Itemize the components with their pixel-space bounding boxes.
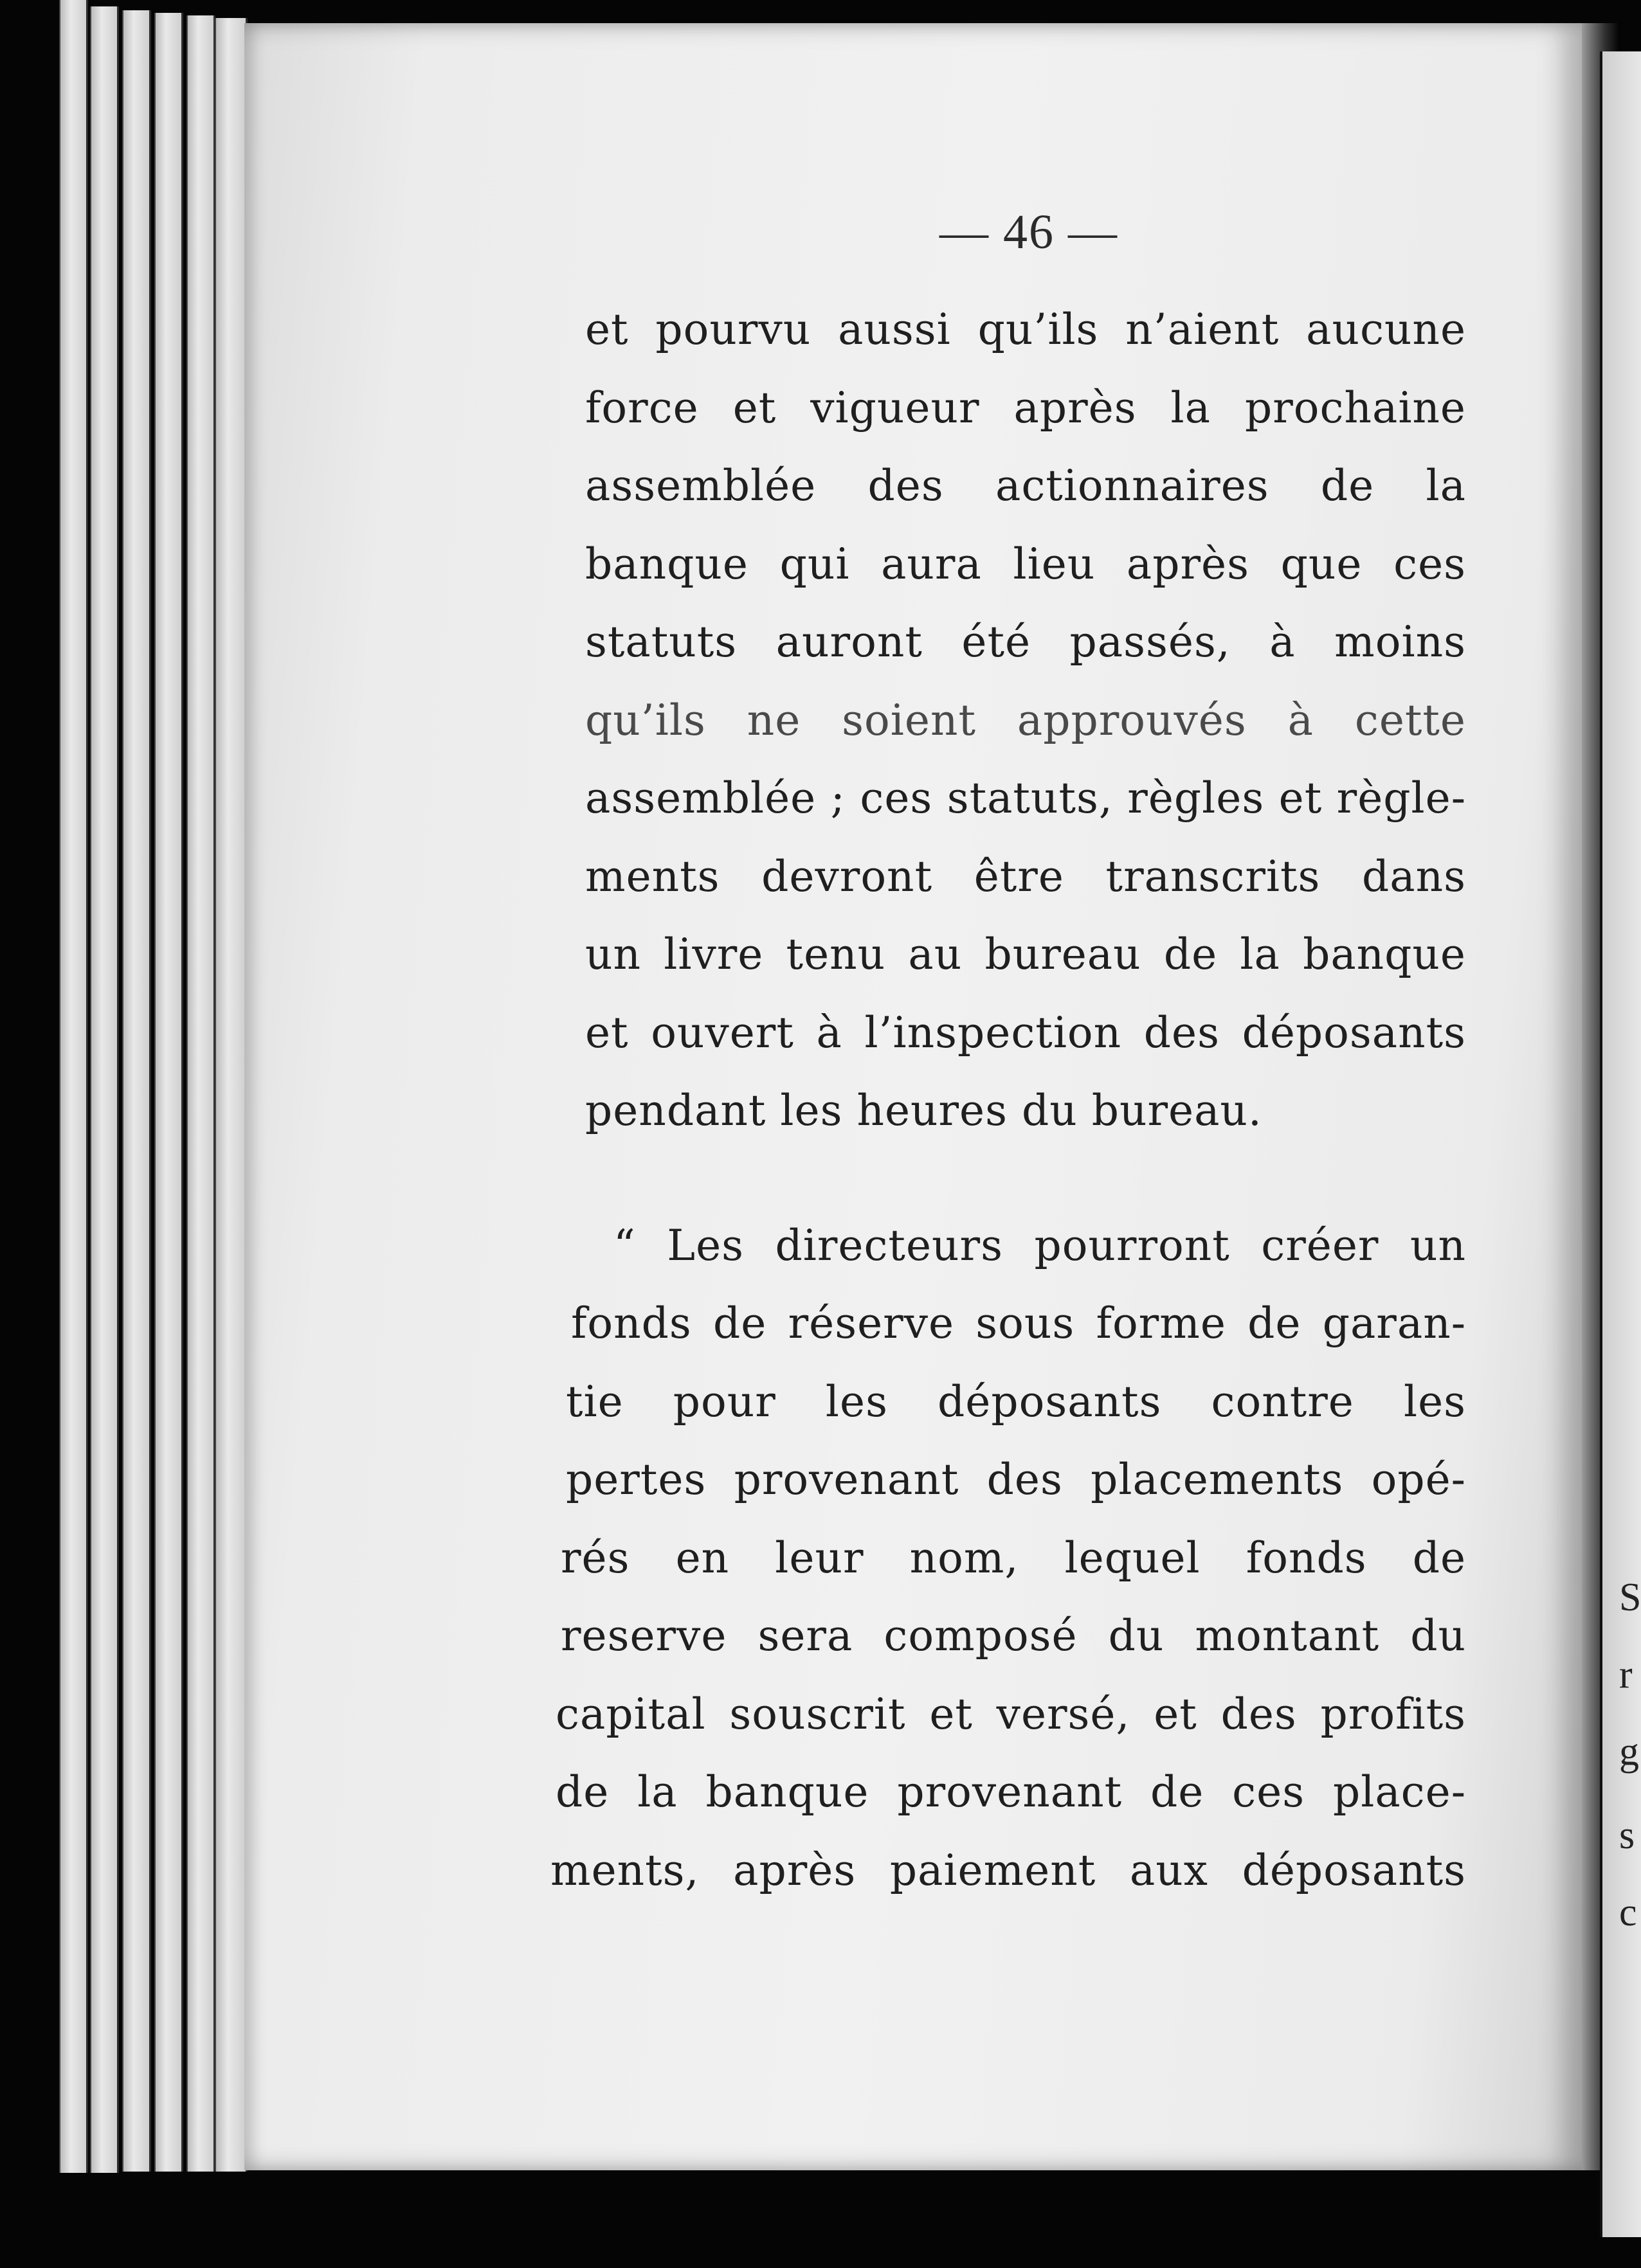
adjacent-page-fragment: g — [1619, 1730, 1639, 1774]
text-line: et ouvert à l’inspection des déposants — [585, 1007, 1466, 1058]
text-line: fonds de réserve sous forme de garan- — [571, 1299, 1466, 1348]
text-line: assemblée ; ces statuts, règles et règle- — [585, 773, 1466, 823]
text-line: banque qui aura lieu après que ces — [585, 539, 1466, 589]
text-line: statuts auront été passés, à moins — [585, 617, 1466, 667]
text-line: qu’ils ne soient approuvés à cette — [585, 695, 1466, 745]
text-line: “ Les directeurs pourront créer un — [613, 1220, 1466, 1270]
adjacent-page-fragment: c — [1619, 1891, 1637, 1934]
page-edge — [122, 10, 151, 2172]
adjacent-page-fragment: r — [1619, 1653, 1633, 1697]
text-line: et pourvu aussi qu’ils n’aient aucune — [585, 305, 1466, 354]
body-text — [550, 291, 1466, 1909]
adjacent-page-fragment: S — [1619, 1576, 1641, 1619]
text-line: rés en leur nom, lequel fonds de — [561, 1533, 1466, 1583]
paragraph — [585, 291, 1466, 1150]
paragraph — [550, 1207, 1466, 1910]
text-line: ments, après paiement aux déposants — [550, 1845, 1466, 1895]
text-line: assemblée des actionnaires de la — [585, 461, 1466, 510]
text-line: de la banque provenant de ces place- — [556, 1767, 1466, 1817]
text-line: tie pour les déposants contre les — [566, 1376, 1466, 1426]
adjacent-page — [1600, 51, 1641, 2237]
text-line: force et vigueur après la prochaine — [585, 382, 1466, 433]
page-number: — 46 — — [939, 205, 1118, 259]
text-line: pendant les heures du bureau. — [585, 1086, 1262, 1135]
paragraph-gap — [585, 1150, 1466, 1207]
text-line: pertes provenant des placements opé- — [566, 1455, 1466, 1504]
text-line: un livre tenu au bureau de la banque — [585, 930, 1466, 979]
text-line: ments devront être transcrits dans — [585, 851, 1466, 901]
text-line: reserve sera composé du montant du — [561, 1611, 1466, 1661]
page-edge — [215, 18, 248, 2172]
page-edge — [186, 15, 215, 2172]
adjacent-page-fragment: s — [1619, 1814, 1635, 1857]
text-line: capital souscrit et versé, et des profits — [556, 1689, 1466, 1739]
page-edge — [90, 6, 119, 2173]
page-edge — [154, 13, 183, 2172]
page-edge — [59, 0, 88, 2173]
